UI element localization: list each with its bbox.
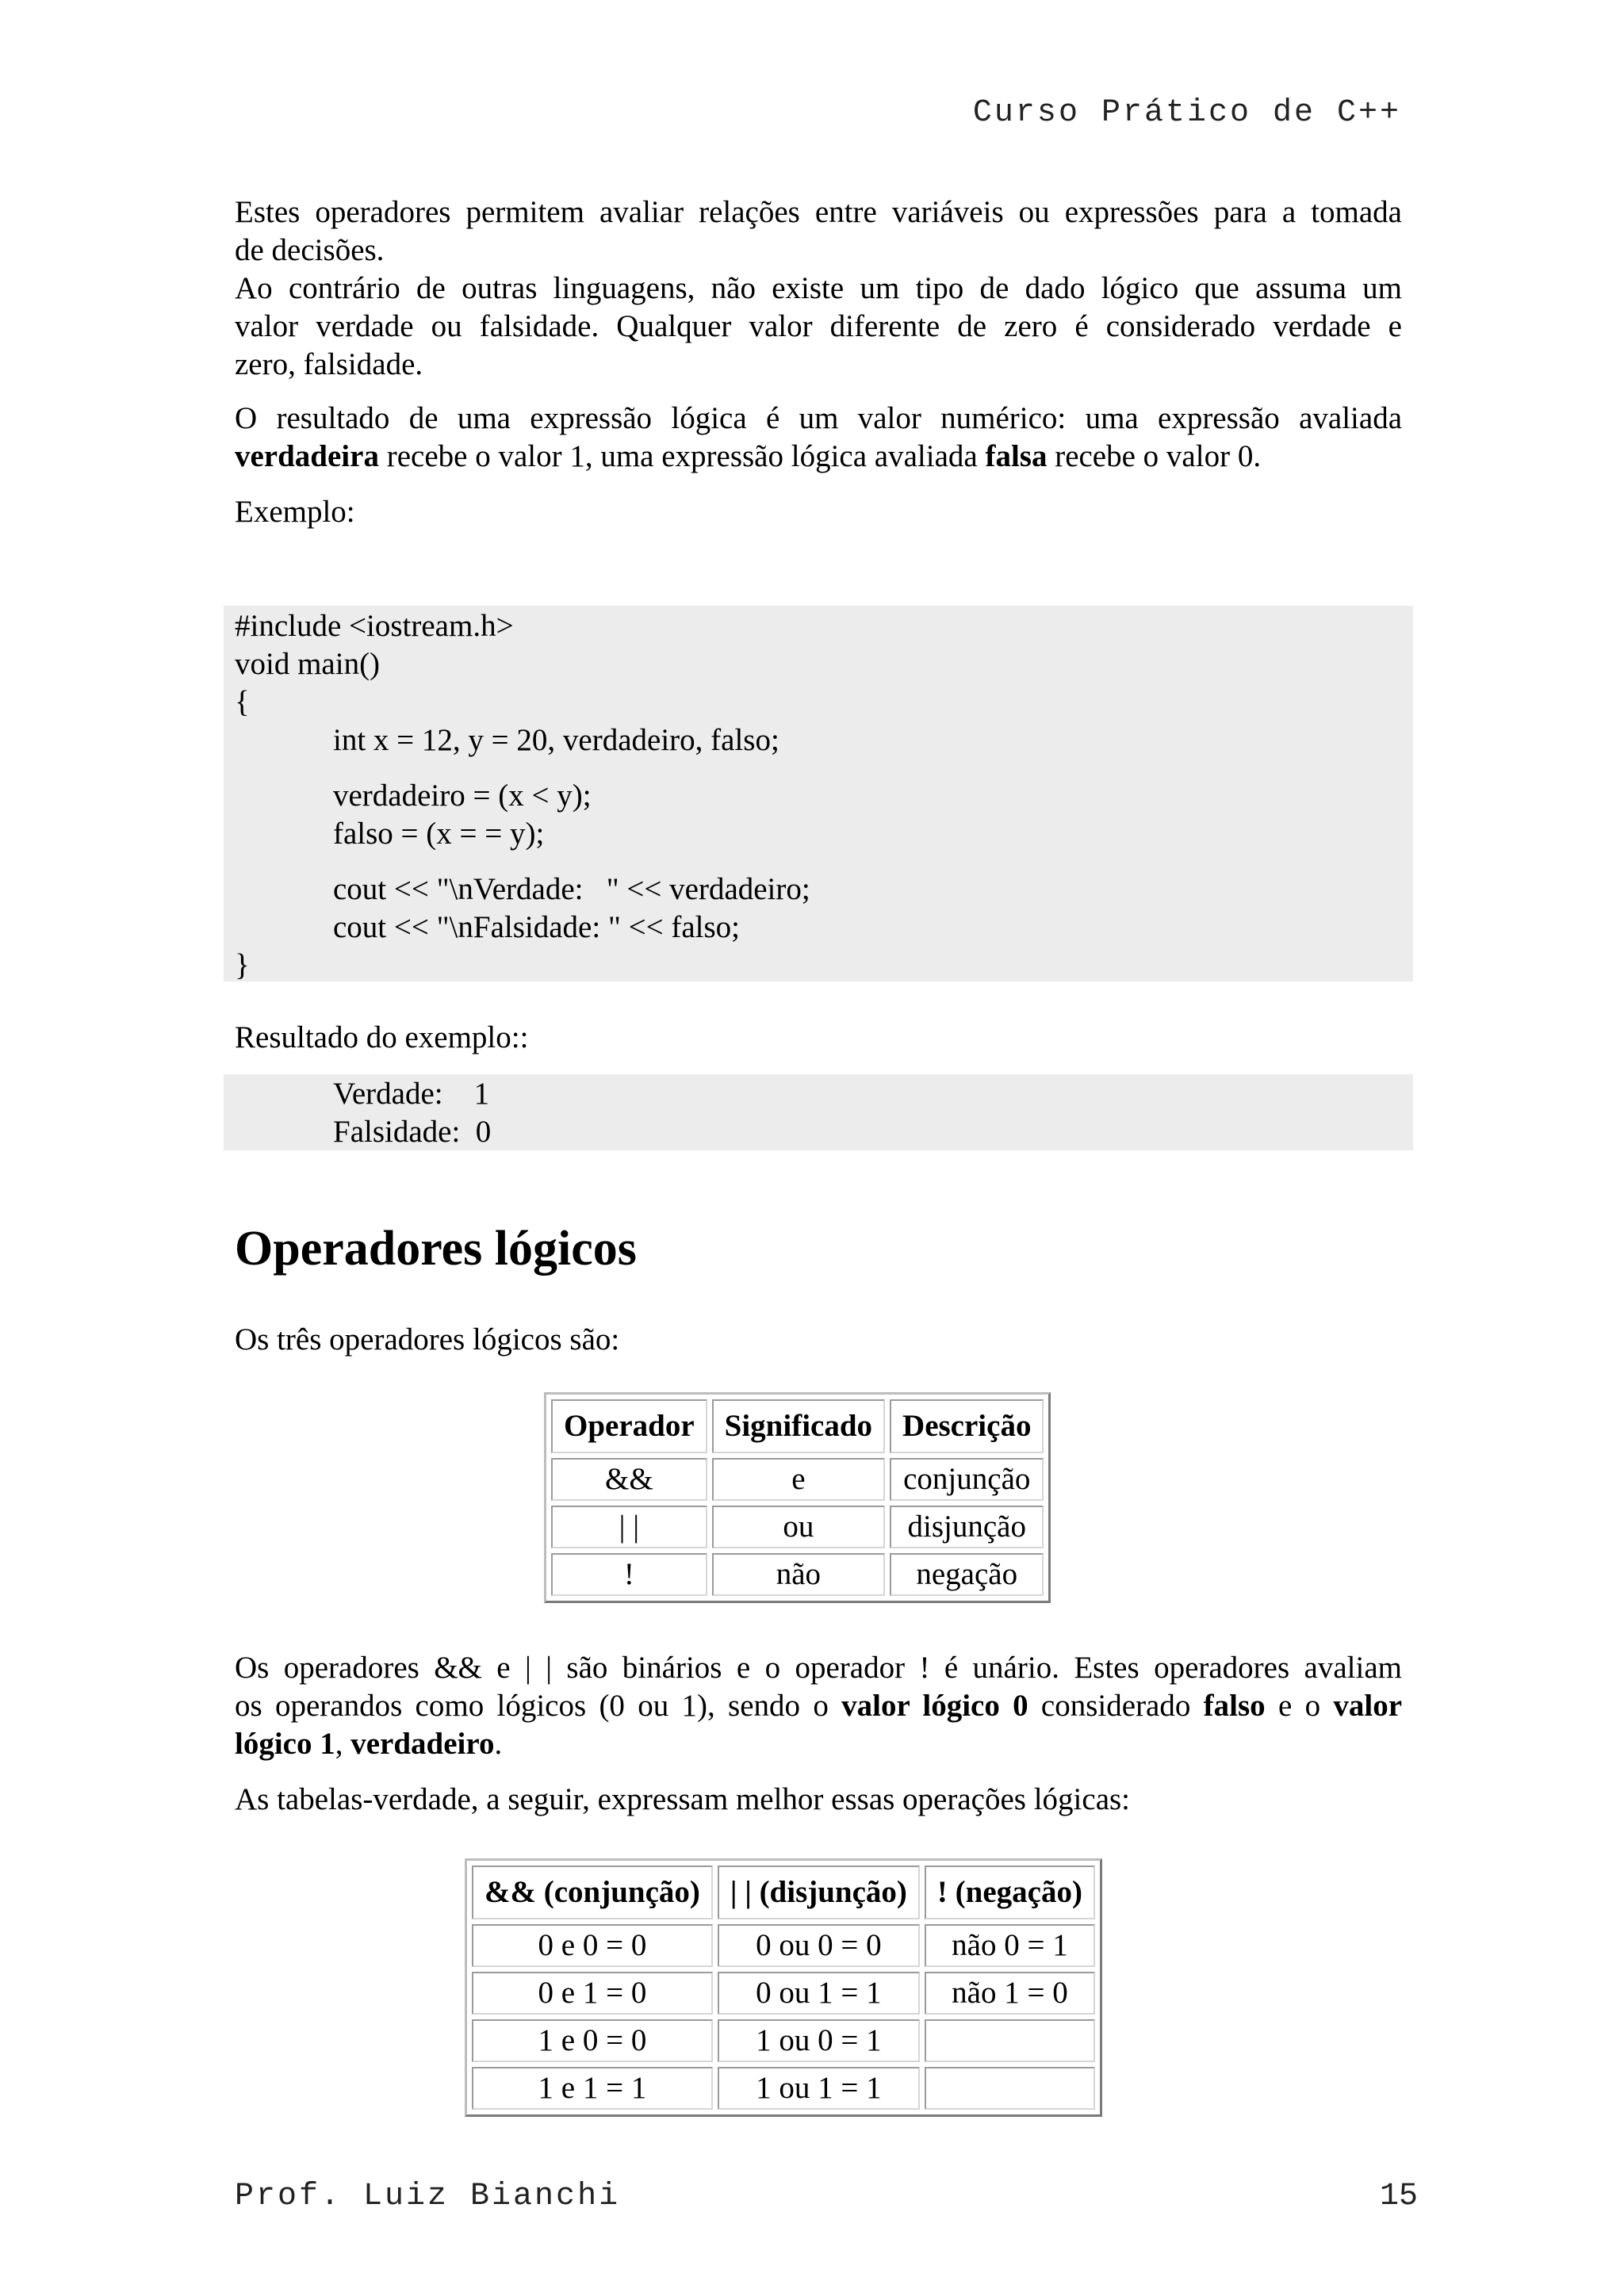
code-line: #include <iostream.h> bbox=[235, 609, 514, 643]
page-number: 15 bbox=[1379, 2179, 1418, 2214]
table-cell: 1 ou 0 = 1 bbox=[718, 2019, 920, 2062]
table-cell: 0 ou 1 = 1 bbox=[718, 1972, 920, 2015]
text-run: e o bbox=[1265, 1689, 1334, 1723]
table-row bbox=[472, 2019, 1095, 2062]
table-cell: negação bbox=[890, 1553, 1044, 1596]
bold-term: falsa bbox=[985, 439, 1048, 473]
text-run: recebe o valor 0. bbox=[1047, 439, 1262, 473]
table-cell: 0 ou 0 = 0 bbox=[718, 1924, 920, 1967]
code-line: cout << "\nVerdade: " << verdadeiro; bbox=[333, 872, 810, 906]
section-intro: Os três operadores lógicos são: bbox=[235, 1322, 620, 1357]
table-row bbox=[472, 1924, 1095, 1967]
table-header-cell: Significado bbox=[712, 1399, 885, 1453]
code-line: void main() bbox=[235, 647, 381, 681]
table-cell: 1 e 0 = 0 bbox=[472, 2019, 713, 2062]
table-cell: disjunção bbox=[890, 1506, 1044, 1548]
output-line: Falsidade: 0 bbox=[333, 1115, 492, 1149]
table-cell: | | bbox=[551, 1506, 707, 1548]
bold-term: lógico 1 bbox=[235, 1727, 335, 1761]
example-label: Exemplo: bbox=[235, 495, 355, 529]
output-line: Verdade: 1 bbox=[333, 1077, 490, 1111]
footer-author: Prof. Luiz Bianchi bbox=[235, 2179, 621, 2214]
table-row bbox=[551, 1458, 1044, 1501]
table-cell: && bbox=[551, 1458, 707, 1501]
table-cell: 0 e 1 = 0 bbox=[472, 1972, 713, 2015]
table-cell: ou bbox=[712, 1506, 885, 1548]
table-header-cell: && (conjunção) bbox=[472, 1866, 713, 1919]
bold-term: valor lógico 0 bbox=[841, 1689, 1028, 1723]
table-header-cell: Operador bbox=[551, 1399, 707, 1453]
table-cell: não 1 = 0 bbox=[925, 1972, 1095, 2015]
text-run: os operandos como lógicos (0 ou 1), sendo o bbox=[235, 1689, 842, 1723]
table-cell bbox=[925, 2067, 1095, 2110]
table-header-cell: | | (disjunção) bbox=[718, 1866, 920, 1919]
running-header: Curso Prático de C++ bbox=[972, 95, 1401, 131]
intro-line: valor verdade ou falsidade. Qualquer valor diferente de zero é considerado verdade e bbox=[235, 309, 1402, 343]
intro-line: zero, falsidade. bbox=[235, 347, 423, 381]
binary-paragraph bbox=[235, 1649, 1402, 1763]
table-cell: 1 ou 1 = 1 bbox=[718, 2067, 920, 2110]
table-row bbox=[472, 2067, 1095, 2110]
binary-line bbox=[235, 1725, 1402, 1763]
bold-term: falso bbox=[1203, 1689, 1266, 1723]
result-label: Resultado do exemplo:: bbox=[235, 1020, 529, 1054]
intro-line: Ao contrário de outras linguagens, não existe um tipo de dado lógico que assuma um bbox=[235, 271, 1402, 305]
text-run: . bbox=[494, 1727, 503, 1761]
result-line bbox=[235, 438, 1402, 476]
truth-table bbox=[465, 1858, 1102, 2117]
section-title: Operadores lógicos bbox=[235, 1222, 637, 1276]
intro-line: de decisões. bbox=[235, 233, 385, 267]
table-cell: e bbox=[712, 1458, 885, 1501]
table-cell: não 0 = 1 bbox=[925, 1924, 1095, 1967]
code-line: verdadeiro = (x < y); bbox=[333, 779, 592, 813]
bold-term: valor bbox=[1333, 1689, 1403, 1723]
code-line: int x = 12, y = 20, verdadeiro, falso; bbox=[333, 723, 779, 757]
table-cell: não bbox=[712, 1553, 885, 1596]
bold-term: verdadeira bbox=[235, 439, 379, 473]
text-run: recebe o valor 1, uma expressão lógica avaliada bbox=[378, 439, 986, 473]
table-header-cell: ! (negação) bbox=[925, 1866, 1095, 1919]
binary-line bbox=[235, 1687, 1402, 1725]
binary-line: Os operadores && e | | são binários e o operador ! é unário. Estes operadores avaliam bbox=[235, 1651, 1402, 1685]
table-row bbox=[551, 1506, 1044, 1548]
text-run: considerado bbox=[1028, 1689, 1204, 1723]
table-cell bbox=[925, 2019, 1095, 2062]
truth-intro: As tabelas-verdade, a seguir, expressam melhor essas operações lógicas: bbox=[235, 1782, 1131, 1816]
code-line: falso = (x = = y); bbox=[333, 817, 545, 851]
table-row bbox=[551, 1553, 1044, 1596]
table-cell: 1 e 1 = 1 bbox=[472, 2067, 713, 2110]
intro-paragraph bbox=[235, 193, 1402, 384]
code-line: cout << "\nFalsidade: " << falso; bbox=[333, 910, 740, 944]
text-run: , bbox=[335, 1727, 351, 1761]
table-header-row bbox=[551, 1399, 1044, 1453]
table-header-cell: Descrição bbox=[890, 1399, 1044, 1453]
code-line: { bbox=[235, 685, 250, 719]
table-row bbox=[472, 1972, 1095, 2015]
code-line: } bbox=[235, 948, 250, 982]
table-header-row bbox=[472, 1866, 1095, 1919]
result-paragraph bbox=[235, 400, 1402, 476]
operators-table bbox=[544, 1392, 1051, 1603]
result-line: O resultado de uma expressão lógica é um valor numérico: uma expressão avaliada bbox=[235, 401, 1402, 435]
table-cell: conjunção bbox=[890, 1458, 1044, 1501]
bold-term: verdadeiro bbox=[350, 1727, 495, 1761]
table-cell: ! bbox=[551, 1553, 707, 1596]
table-cell: 0 e 0 = 0 bbox=[472, 1924, 713, 1967]
intro-line: Estes operadores permitem avaliar relações entre variáveis ou expressões para a tomada bbox=[235, 195, 1402, 229]
